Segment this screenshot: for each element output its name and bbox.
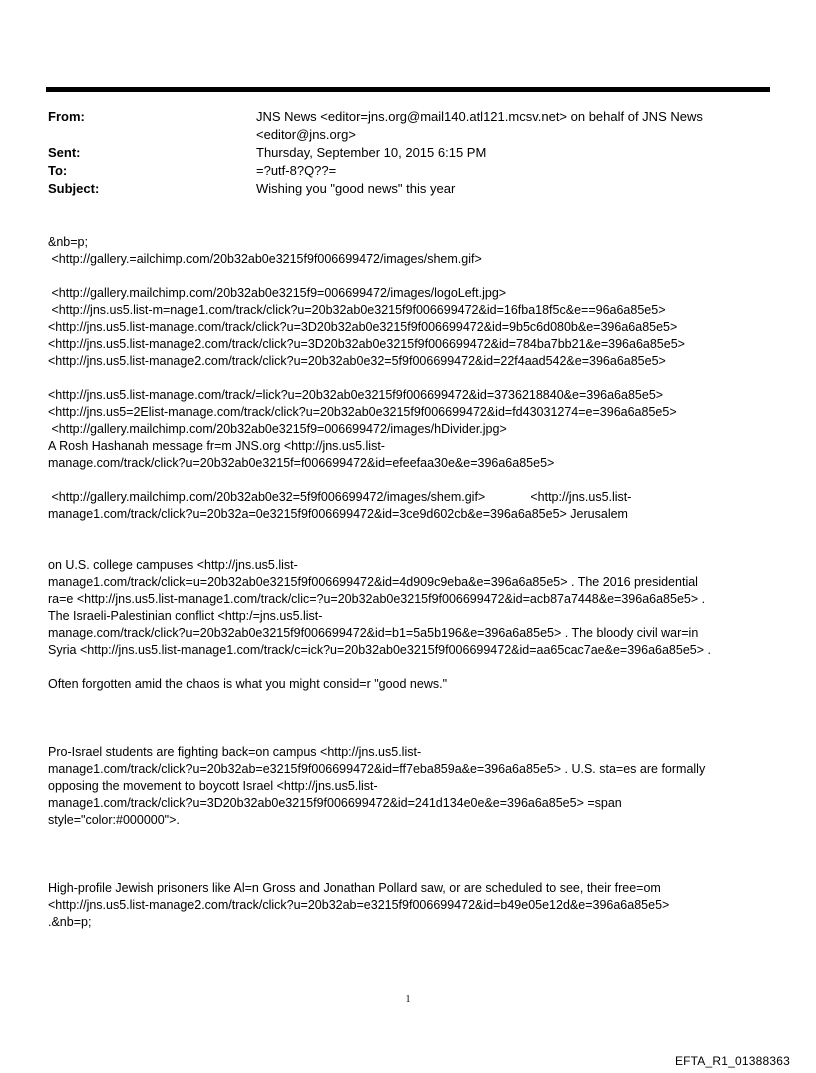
body-line <box>48 370 770 387</box>
from-value-line-2: <editor@jns.org> <box>256 127 356 142</box>
body-line: <http://gallery.mailchimp.com/20b32ab0e3215f9=006699472/images/logoLeft.jpg> <box>48 286 507 300</box>
body-line <box>48 268 770 285</box>
sent-value: Thursday, September 10, 2015 6:15 PM <box>256 145 487 160</box>
to-value: =?utf-8?Q??= <box>256 163 337 178</box>
body-line: ra=e <http://jns.us5.list-manage1.com/track/clic=?u=20b32ab0e3215f9f006699472&id=acb87a7448&e=396a6a85e5> . <box>48 592 706 606</box>
body-line: <http://gallery.mailchimp.com/20b32ab0e32=5f9f006699472/images/shem.gif> <http://jns.us5.list- <box>48 490 632 504</box>
body-line <box>48 523 770 540</box>
body-line: <http://gallery.mailchimp.com/20b32ab0e3215f9=006699472/images/hDivider.jpg> <box>48 422 507 436</box>
body-line <box>48 540 770 557</box>
body-line: manage1.com/track/click?u=3D20b32ab0e3215f9f006699472&id=241d134e0e&e=396a6a85e5> =span <box>48 796 622 810</box>
header-rule <box>46 87 770 92</box>
body-line: <http://jns.us5.list-manage.com/track/click?u=3D20b32ab0e3215f9f006699472&id=9b5c6d080b&e=396a6a85e5> <box>48 320 678 334</box>
body-line: manage1.com/track/click?u=20b32ab=e3215f9f006699472&id=ff7eba859a&e=396a6a85e5> . U.S. sta=es are formally <box>48 762 706 776</box>
from-row <box>48 108 770 144</box>
body-line <box>48 863 770 880</box>
body-line: Often forgotten amid the chaos is what you might consid=r "good news." <box>48 677 448 691</box>
body-line: High-profile Jewish prisoners like Al=n Gross and Jonathan Pollard saw, or are scheduled to see, their free=om <box>48 881 661 895</box>
to-label: To: <box>48 163 68 178</box>
body-line: manage1.com/track/click?u=20b32a=0e3215f9f006699472&id=3ce9d602cb&e=396a6a85e5> Jerusalem <box>48 507 628 521</box>
body-line <box>48 727 770 744</box>
to-row <box>48 162 770 180</box>
body-line: Syria <http://jns.us5.list-manage1.com/track/c=ick?u=20b32ab0e3215f9f006699472&id=aa65cac7ae&e=396a6a85e5> . <box>48 643 711 657</box>
body-line <box>48 829 770 846</box>
page-number: 1 <box>405 994 411 1005</box>
body-line <box>48 472 770 489</box>
body-line: on U.S. college campuses <http://jns.us5.list- <box>48 558 298 572</box>
email-body <box>48 234 770 931</box>
from-label: From: <box>48 109 85 124</box>
body-line: manage.com/track/click?u=20b32ab0e3215f=f006699472&id=efeefaa30e&e=396a6a85e5> <box>48 456 555 470</box>
bates-number: EFTA_R1_01388363 <box>674 1054 790 1068</box>
body-line: <http://jns.us5.list-manage2.com/track/click?u=20b32ab=e3215f9f006699472&id=b49e05e12d&e=396a6a85e5> <box>48 898 670 912</box>
subject-label: Subject: <box>48 181 100 196</box>
subject-row <box>48 180 770 198</box>
body-line: <http://jns.us5=2Elist-manage.com/track/click?u=20b32ab0e3215f9f006699472&id=fd43031274=e=396a6a85e5> <box>48 405 677 419</box>
body-line: Pro-Israel students are fighting back=on campus <http://jns.us5.list- <box>48 745 422 759</box>
body-line: <http://jns.us5.list-manage.com/track/=lick?u=20b32ab0e3215f9f006699472&id=3736218840&e=396a6a85e5> <box>48 388 664 402</box>
body-line: manage.com/track/click?u=20b32ab0e3215f9f006699472&id=b1=5a5b196&e=396a6a85e5> . The bloody civil war=in <box>48 626 699 640</box>
body-line <box>48 693 770 710</box>
body-line <box>48 659 770 676</box>
sent-row <box>48 144 770 162</box>
body-line: &nb=p; <box>48 235 88 249</box>
body-line: A Rosh Hashanah message fr=m JNS.org <http://jns.us5.list- <box>48 439 385 453</box>
body-line: <http://jns.us5.list-m=nage1.com/track/click?u=20b32ab0e3215f9f006699472&id=16fba18f5c&e==96a6a85e5> <box>48 303 666 317</box>
sent-label: Sent: <box>48 145 81 160</box>
body-line: opposing the movement to boycott Israel <http://jns.us5.list- <box>48 779 378 793</box>
body-line: manage1.com/track/click=u=20b32ab0e3215f9f006699472&id=4d909c9eba&e=396a6a85e5> . The 2016 presidential <box>48 575 698 589</box>
subject-value: Wishing you "good news" this year <box>256 181 456 196</box>
body-line: .&nb=p; <box>48 915 92 929</box>
body-line: <http://jns.us5.list-manage2.com/track/click?u=20b32ab0e32=5f9f006699472&id=22f4aad542&e=396a6a85e5> <box>48 354 666 368</box>
body-line <box>48 846 770 863</box>
from-value-line-1: JNS News <editor=jns.org@mail140.atl121.mcsv.net> on behalf of JNS News <box>256 109 703 124</box>
email-header <box>48 108 770 198</box>
body-line: <http://jns.us5.list-manage2.com/track/click?u=3D20b32ab0e3215f9f006699472&id=784ba7bb21&e=396a6a85e5> <box>48 337 685 351</box>
body-line: style="color:#000000">. <box>48 813 180 827</box>
from-value <box>256 108 770 144</box>
body-line: <http://gallery.=ailchimp.com/20b32ab0e3215f9f006699472/images/shem.gif> <box>48 252 482 266</box>
body-line <box>48 710 770 727</box>
body-line: The Israeli-Palestinian conflict <http:/=jns.us5.list- <box>48 609 323 623</box>
